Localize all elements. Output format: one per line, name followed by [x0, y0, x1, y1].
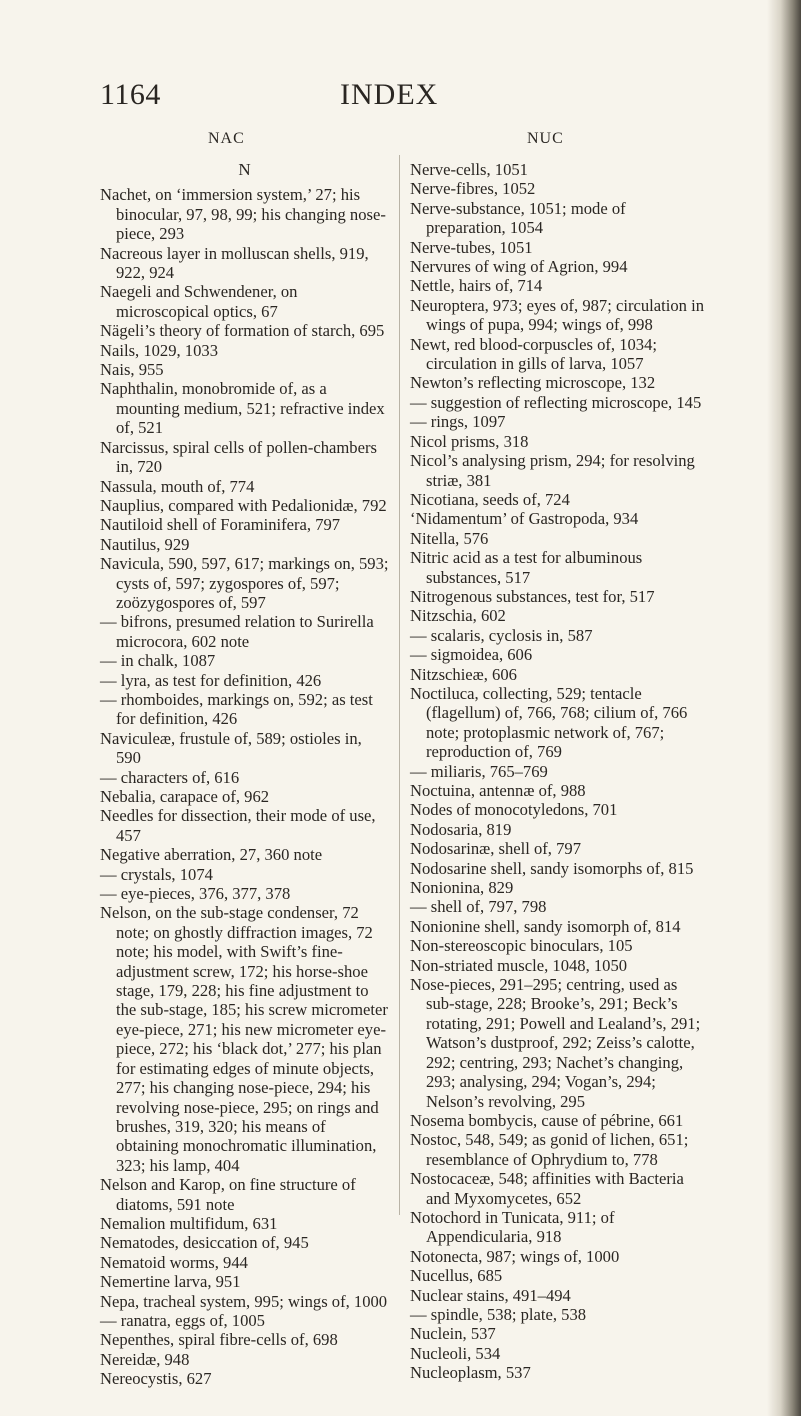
index-entry: Nonionina, 829: [410, 878, 514, 898]
index-entry: — rings, 1097: [410, 412, 506, 432]
index-entry: Nuclear stains, 491–494: [410, 1285, 571, 1305]
index-entry: Nitzschia, 602: [410, 606, 506, 626]
index-entry: Nautilus, 929: [100, 534, 190, 554]
section-letter: N: [238, 160, 252, 179]
index-entry: — ranatra, eggs of, 1005: [100, 1310, 265, 1330]
index-entry: — suggestion of reflecting microscope, 145: [410, 392, 702, 412]
index-entry: Nepa, tracheal system, 995; wings of, 1000: [100, 1291, 388, 1311]
index-entry: Nauplius, compared with Pedalionidæ, 792: [100, 495, 387, 515]
index-entry: Nerve-tubes, 1051: [410, 237, 533, 257]
index-entry: Nicol prisms, 318: [410, 431, 529, 451]
index-entry: Negative aberration, 27, 360 note: [100, 845, 323, 865]
index-entry: — in chalk, 1087: [100, 651, 216, 671]
index-entry: Nucellus, 685: [410, 1266, 503, 1286]
index-entry: Noctiluca, collecting, 529; tentacle (flagellum) of, 766, 768; cilium of, 766 note; protoplasmic network of, 767; reproduction of, 769: [410, 683, 688, 762]
catchword-left: NAC: [208, 130, 245, 147]
index-entry: Nervures of wing of Agrion, 994: [410, 257, 628, 277]
index-entry: Nais, 955: [100, 360, 164, 380]
index-entry: Nemalion multifidum, 631: [100, 1213, 278, 1233]
index-entry: Nettle, hairs of, 714: [410, 276, 543, 296]
index-entry: Nacreous layer in molluscan shells, 919, 922, 924: [100, 243, 369, 283]
index-entry: Nostocaceæ, 548; affinities with Bacteria and Myxomycetes, 652: [410, 1169, 684, 1208]
index-entry: Nerve-cells, 1051: [410, 160, 528, 179]
index-entry: Newt, red blood-corpuscles of, 1034; circulation in gills of larva, 1057: [410, 334, 658, 374]
index-entry: Nemertine larva, 951: [100, 1272, 241, 1292]
index-entry: Nereidæ, 948: [100, 1349, 190, 1369]
index-entry: Nereocystis, 627: [100, 1369, 212, 1389]
index-entry: Navicula, 590, 597, 617; markings on, 593; cysts of, 597; zygospores of, 597; zoözygospores of, 597: [100, 554, 389, 612]
index-entry: Nonionine shell, sandy isomorph of, 814: [410, 916, 681, 936]
index-entry: Naegeli and Schwendener, on microscopical optics, 67: [100, 282, 298, 321]
index-entry: — lyra, as test for definition, 426: [100, 670, 322, 690]
page-edge-shadow: [767, 0, 801, 1416]
index-entry: Noctuina, antennæ of, 988: [410, 781, 586, 800]
entry-list-left: [100, 185, 390, 1388]
index-entry: Non-stereoscopic binoculars, 105: [410, 936, 633, 956]
index-entry: Naviculeæ, frustule of, 589; ostioles in, 590: [100, 728, 362, 768]
index-entry: Needles for dissection, their mode of use, 457: [100, 806, 376, 845]
index-entry: Nerve-fibres, 1052: [410, 179, 536, 199]
index-entry: Non-striated muscle, 1048, 1050: [410, 955, 628, 975]
index-entry: Nägeli’s theory of formation of starch, 695: [100, 321, 385, 341]
index-entry: — spindle, 538; plate, 538: [410, 1304, 587, 1324]
index-entry: Notonecta, 987; wings of, 1000: [410, 1246, 620, 1266]
index-entry: — eye-pieces, 376, 377, 378: [100, 884, 291, 904]
index-entry: Nematoid worms, 944: [100, 1252, 248, 1272]
index-column-right: [410, 160, 706, 1383]
index-entry: — characters of, 616: [100, 767, 240, 787]
index-entry: Nassula, mouth of, 774: [100, 476, 255, 496]
index-entry: Nodes of monocotyledons, 701: [410, 800, 618, 820]
index-entry: — sigmoidea, 606: [410, 645, 533, 665]
index-entry: ‘Nidamentum’ of Gastropoda, 934: [410, 509, 639, 529]
index-entry: Nematodes, desiccation of, 945: [100, 1233, 309, 1253]
index-entry: Nautiloid shell of Foraminifera, 797: [100, 515, 341, 535]
index-entry: Nuclein, 537: [410, 1324, 496, 1344]
index-entry: Nails, 1029, 1033: [100, 340, 218, 360]
index-entry: — rhomboides, markings on, 592; as test for definition, 426: [100, 689, 373, 729]
index-entry: Nodosaria, 819: [410, 819, 512, 839]
index-entry: Nerve-substance, 1051; mode of preparation, 1054: [410, 198, 626, 238]
column-divider: [399, 155, 400, 1215]
index-entry: Nebalia, carapace of, 962: [100, 787, 270, 806]
index-entry: — scalaris, cyclosis in, 587: [410, 625, 593, 645]
index-entry: Nostoc, 548, 549; as gonid of lichen, 651; resemblance of Ophrydium to, 778: [410, 1130, 689, 1169]
page-title: INDEX: [340, 78, 439, 111]
index-entry: Nachet, on ‘immersion system,’ 27; his binocular, 97, 98, 99; his changing nose-piece, 293: [100, 185, 386, 244]
index-entry: Nitrogenous substances, test for, 517: [410, 586, 655, 606]
index-entry: — crystals, 1074: [100, 864, 213, 884]
index-column-left: [100, 160, 390, 1389]
index-entry: Narcissus, spiral cells of pollen-chambers in, 720: [100, 437, 377, 477]
index-entry: Nelson and Karop, on fine structure of diatoms, 591 note: [100, 1175, 356, 1214]
index-entry: Nitric acid as a test for albuminous substances, 517: [410, 548, 643, 587]
index-entry: Newton’s reflecting microscope, 132: [410, 373, 656, 393]
index-entry: Nepenthes, spiral fibre-cells of, 698: [100, 1330, 338, 1350]
index-entry: Nitzschieæ, 606: [410, 664, 517, 684]
index-entry: Nelson, on the sub-stage condenser, 72 note; on ghostly diffraction images, 72 note; his model, with Swift’s fine-adjustment screw, 172; his horse-shoe stage, 179, 228; his fine adjustment to the sub-stage, 185; his screw micrometer eye-piece, 271; his new micrometer eye-piece, 272; his ‘black dot,’ 277; his plan for estimating edges of minute objects, 277; his changing nose-piece, 294; his revolving nose-piece, 295; on rings and brushes, 319, 320; his means of obtaining monochromatic illumination, 323; his lamp, 404: [100, 903, 388, 1175]
index-entry: Nicotiana, seeds of, 724: [410, 489, 570, 509]
index-entry: Nosema bombycis, cause of pébrine, 661: [410, 1110, 684, 1130]
index-entry: Nose-pieces, 291–295; centring, used as sub-stage, 228; Brooke’s, 291; Beck’s rotating, 291; Powell and Lealand’s, 291; Watson’s dustproof, 292; Zeiss’s calotte, 292; centring, 293; Nachet’s changing, 293; analysing, 294; Vogan’s, 294; Nelson’s revolving, 295: [410, 975, 701, 1111]
page-number: 1164: [100, 78, 161, 111]
index-entry: Nicol’s analysing prism, 294; for resolving striæ, 381: [410, 451, 695, 490]
index-entry: Nitella, 576: [410, 528, 489, 548]
index-entry: — shell of, 797, 798: [410, 897, 547, 917]
index-entry: Neuroptera, 973; eyes of, 987; circulation in wings of pupa, 994; wings of, 998: [410, 295, 704, 335]
index-entry: Nodosarinæ, shell of, 797: [410, 839, 581, 859]
entry-list-right: [410, 160, 706, 1383]
index-entry: — bifrons, presumed relation to Surirella microcora, 602 note: [100, 612, 374, 651]
index-entry: Naphthalin, monobromide of, as a mounting medium, 521; refractive index of, 521: [100, 379, 385, 438]
index-entry: Nucleoli, 534: [410, 1343, 501, 1363]
index-entry: Nucleoplasm, 537: [410, 1363, 531, 1383]
catchword-right: NUC: [527, 130, 564, 147]
index-entry: Notochord in Tunicata, 911; of Appendicularia, 918: [410, 1207, 615, 1247]
index-entry: — miliaris, 765–769: [410, 761, 548, 781]
index-entry: Nodosarine shell, sandy isomorphs of, 815: [410, 858, 694, 878]
